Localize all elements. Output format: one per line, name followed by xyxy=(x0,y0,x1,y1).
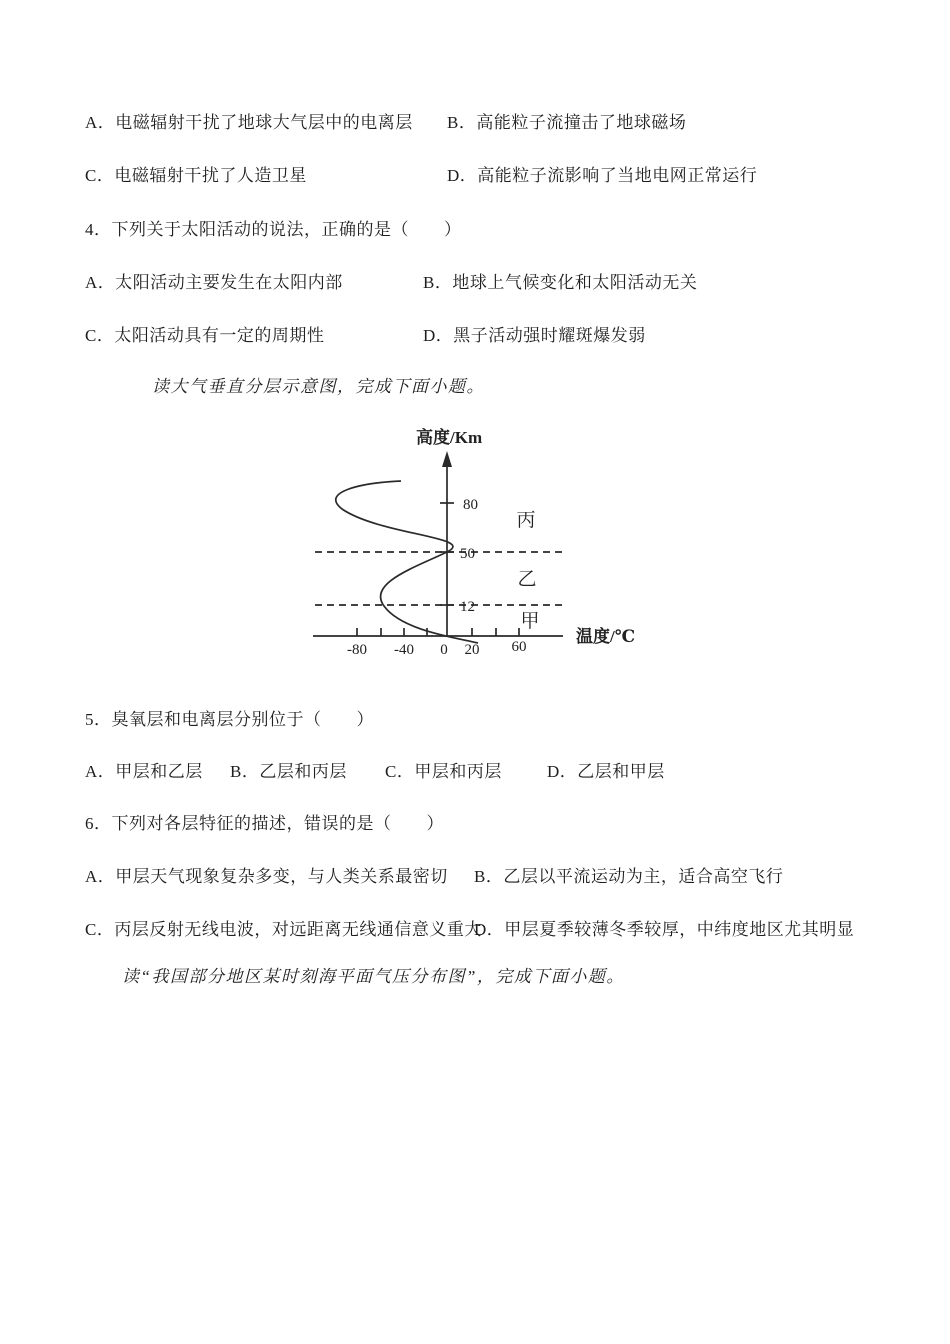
q4-option-b: B．地球上气候变化和太阳活动无关 xyxy=(423,273,698,292)
layer-label-jia: 甲 xyxy=(520,611,540,632)
y-axis-title: 高度/Km xyxy=(416,428,483,447)
q4-stem: 4．下列关于太阳活动的说法，正确的是（ ） xyxy=(85,220,462,239)
layer-label-bing: 丙 xyxy=(516,510,536,531)
q6-option-b: B．乙层以平流运动为主，适合高空飞行 xyxy=(474,867,784,886)
q3-option-b: B．高能粒子流撞击了地球磁场 xyxy=(447,113,687,132)
y-tick-50: 50 xyxy=(460,546,475,562)
x-tick-20: 20 xyxy=(464,642,480,658)
q4-option-a: A．太阳活动主要发生在太阳内部 xyxy=(85,273,343,292)
q3-option-d: D．高能粒子流影响了当地电网正常运行 xyxy=(447,166,758,185)
x-tick-0: 0 xyxy=(440,642,448,658)
q6-stem: 6．下列对各层特征的描述，错误的是（ ） xyxy=(85,814,444,833)
passage-intro-2: 读“我国部分地区某时刻海平面气压分布图”，完成下面小题。 xyxy=(122,967,625,986)
q4-option-d: D．黑子活动强时耀斑爆发弱 xyxy=(423,326,646,345)
q5-option-a: A．甲层和乙层 xyxy=(85,762,203,781)
q6-option-d: D．甲层夏季较薄冬季较厚，中纬度地区尤其明显 xyxy=(474,920,855,939)
q6-option-a: A．甲层天气现象复杂多变，与人类关系最密切 xyxy=(85,867,448,886)
atmosphere-layers-diagram xyxy=(280,423,660,673)
q6-option-c: C．丙层反射无线电波，对远距离无线通信意义重大 xyxy=(85,920,482,939)
q4-option-c: C．太阳活动具有一定的周期性 xyxy=(85,326,325,345)
x-tick-neg40: -40 xyxy=(394,642,414,658)
layer-label-yi: 乙 xyxy=(517,569,537,590)
temperature-profile-curve xyxy=(336,481,478,643)
y-axis-arrow-icon xyxy=(442,451,452,467)
x-axis-title: 温度/℃ xyxy=(576,627,636,646)
q3-option-a: A．电磁辐射干扰了地球大气层中的电离层 xyxy=(85,113,413,132)
y-tick-12: 12 xyxy=(460,599,475,615)
x-tick-60: 60 xyxy=(511,639,527,655)
y-tick-80: 80 xyxy=(463,497,478,513)
q5-option-d: D．乙层和甲层 xyxy=(547,762,665,781)
x-tick-neg80: -80 xyxy=(347,642,367,658)
q5-option-b: B．乙层和丙层 xyxy=(230,762,347,781)
q5-stem: 5．臭氧层和电离层分别位于（ ） xyxy=(85,710,374,729)
q5-option-c: C．甲层和丙层 xyxy=(385,762,502,781)
altitude-temperature-chart xyxy=(280,423,660,668)
passage-intro-1: 读大气垂直分层示意图，完成下面小题。 xyxy=(152,377,485,396)
q3-option-c: C．电磁辐射干扰了人造卫星 xyxy=(85,166,307,185)
